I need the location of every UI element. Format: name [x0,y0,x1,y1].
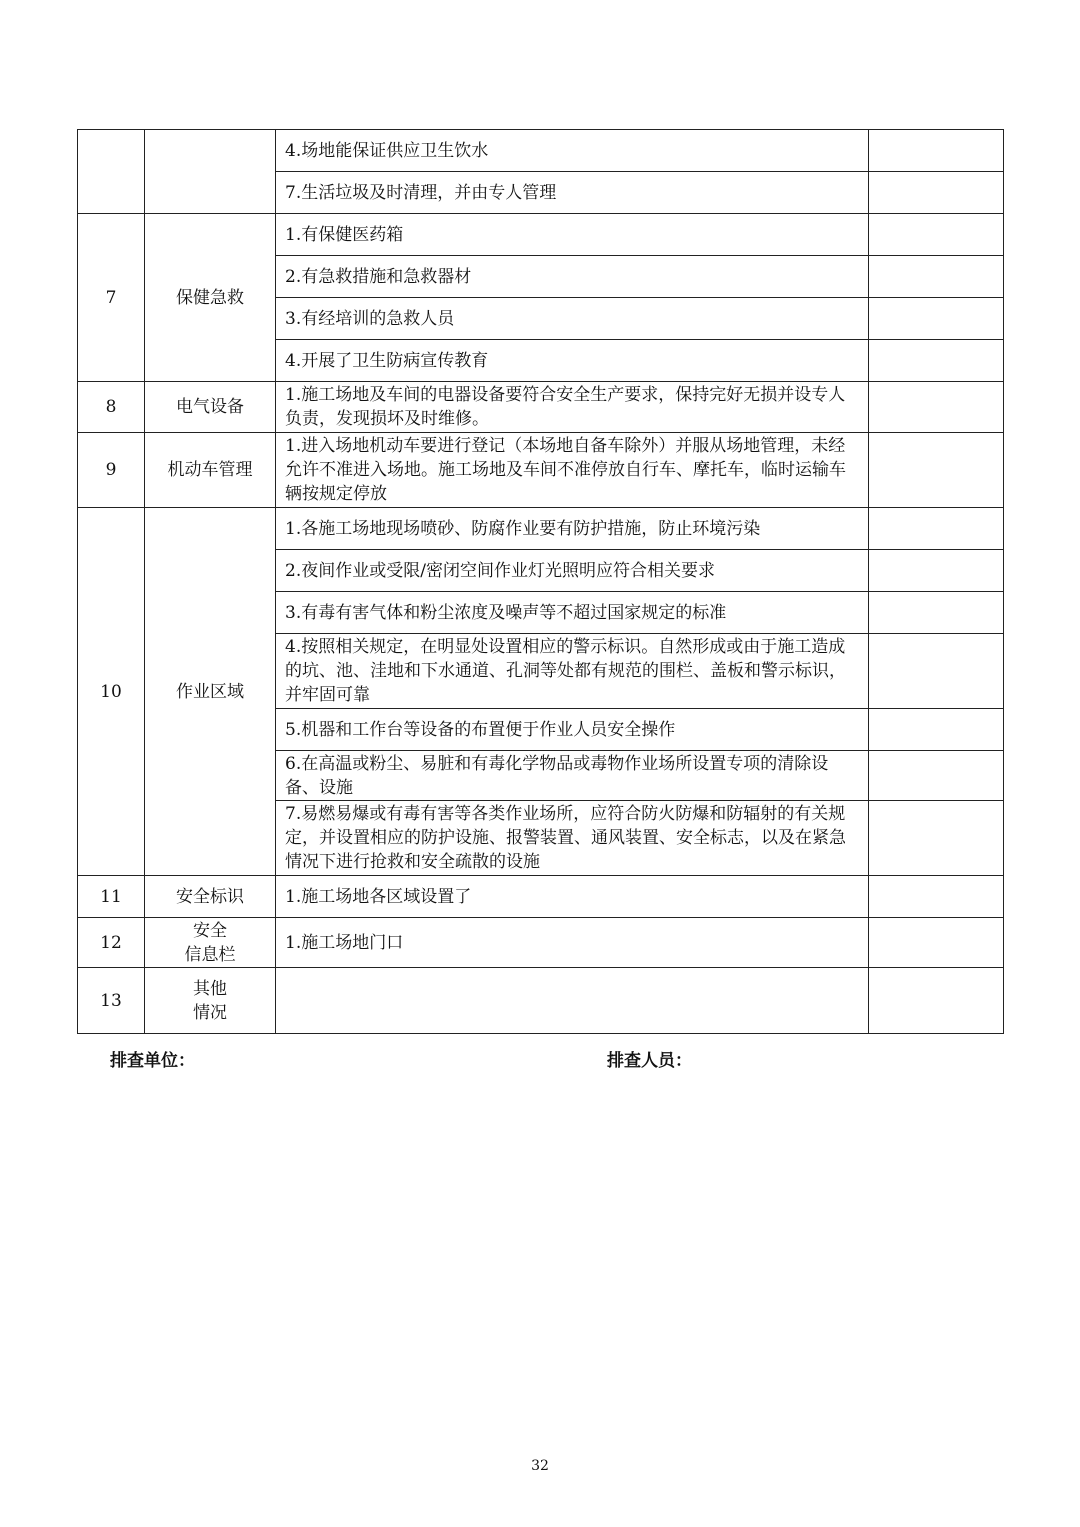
result-cell[interactable] [869,876,1004,918]
check-item-cell: 7.易燃易爆或有毒有害等各类作业场所，应符合防火防爆和防辐射的有关规定，并设置相应的防护设施、报警装置、通风装置、安全标志，以及在紧急情况下进行抢救和安全疏散的设施 [276,801,869,876]
category-cell: 其他 情况 [145,968,276,1034]
category-cell [145,130,276,214]
inspector-label: 排查人员： [607,1051,692,1071]
check-item-cell: 7.生活垃圾及时清理，并由专人管理 [276,172,869,214]
table-row [78,508,1004,550]
category-cell: 机动车管理 [145,433,276,508]
check-item-cell: 4.按照相关规定，在明显处设置相应的警示标识。自然形成或由于施工造成的坑、池、洼地和下水通道、孔洞等处都有规范的围栏、盖板和警示标识，并牢固可靠 [276,634,869,709]
result-cell[interactable] [869,801,1004,876]
check-item-cell: 3.有毒有害气体和粉尘浓度及噪声等不超过国家规定的标准 [276,592,869,634]
check-item-cell: 4.开展了卫生防病宣传教育 [276,340,869,382]
category-cell: 安全标识 [145,876,276,918]
check-item-cell: 1.施工场地及车间的电器设备要符合安全生产要求，保持完好无损并设专人负责，发现损坏及时维修。 [276,382,869,433]
row-number-cell: 10 [78,508,145,876]
row-number-cell: 12 [78,918,145,968]
inspection-table [77,129,1004,1034]
result-cell[interactable] [869,550,1004,592]
row-number-cell [78,130,145,214]
result-cell[interactable] [869,340,1004,382]
check-item-cell: 1.进入场地机动车要进行登记（本场地自备车除外）并服从场地管理，未经允许不准进入场地。施工场地及车间不准停放自行车、摩托车，临时运输车辆按规定停放 [276,433,869,508]
category-cell: 保健急救 [145,214,276,382]
check-item-cell: 4.场地能保证供应卫生饮水 [276,130,869,172]
table-row [78,433,1004,508]
category-cell: 作业区域 [145,508,276,876]
category-cell: 安全 信息栏 [145,918,276,968]
row-number-cell: 11 [78,876,145,918]
check-item-cell: 5.机器和工作台等设备的布置便于作业人员安全操作 [276,709,869,751]
table-row [78,876,1004,918]
check-item-cell: 2.有急救措施和急救器材 [276,256,869,298]
inspection-unit-label: 排查单位： [110,1051,195,1071]
row-number-cell: 13 [78,968,145,1034]
check-item-cell: 3.有经培训的急救人员 [276,298,869,340]
table-row [78,918,1004,968]
result-cell[interactable] [869,968,1004,1034]
page-number: 32 [531,1458,549,1474]
check-item-cell: 1.有保健医药箱 [276,214,869,256]
check-item-cell: 6.在高温或粉尘、易脏和有毒化学物品或毒物作业场所设置专项的清除设备、设施 [276,751,869,801]
row-number-cell: 8 [78,382,145,433]
check-item-cell [276,968,869,1034]
result-cell[interactable] [869,709,1004,751]
result-cell[interactable] [869,130,1004,172]
result-cell[interactable] [869,298,1004,340]
table-row [78,130,1004,172]
category-cell: 电气设备 [145,382,276,433]
table-row [78,382,1004,433]
result-cell[interactable] [869,918,1004,968]
check-item-cell: 2.夜间作业或受限/密闭空间作业灯光照明应符合相关要求 [276,550,869,592]
result-cell[interactable] [869,751,1004,801]
result-cell[interactable] [869,433,1004,508]
result-cell[interactable] [869,634,1004,709]
check-item-cell: 1.施工场地各区域设置了 [276,876,869,918]
row-number-cell: 7 [78,214,145,382]
result-cell[interactable] [869,214,1004,256]
result-cell[interactable] [869,172,1004,214]
result-cell[interactable] [869,508,1004,550]
table-row [78,968,1004,1034]
result-cell[interactable] [869,592,1004,634]
check-item-cell: 1.施工场地门口 [276,918,869,968]
row-number-cell: 9 [78,433,145,508]
table-row [78,214,1004,256]
result-cell[interactable] [869,382,1004,433]
check-item-cell: 1.各施工场地现场喷砂、防腐作业要有防护措施，防止环境污染 [276,508,869,550]
result-cell[interactable] [869,256,1004,298]
